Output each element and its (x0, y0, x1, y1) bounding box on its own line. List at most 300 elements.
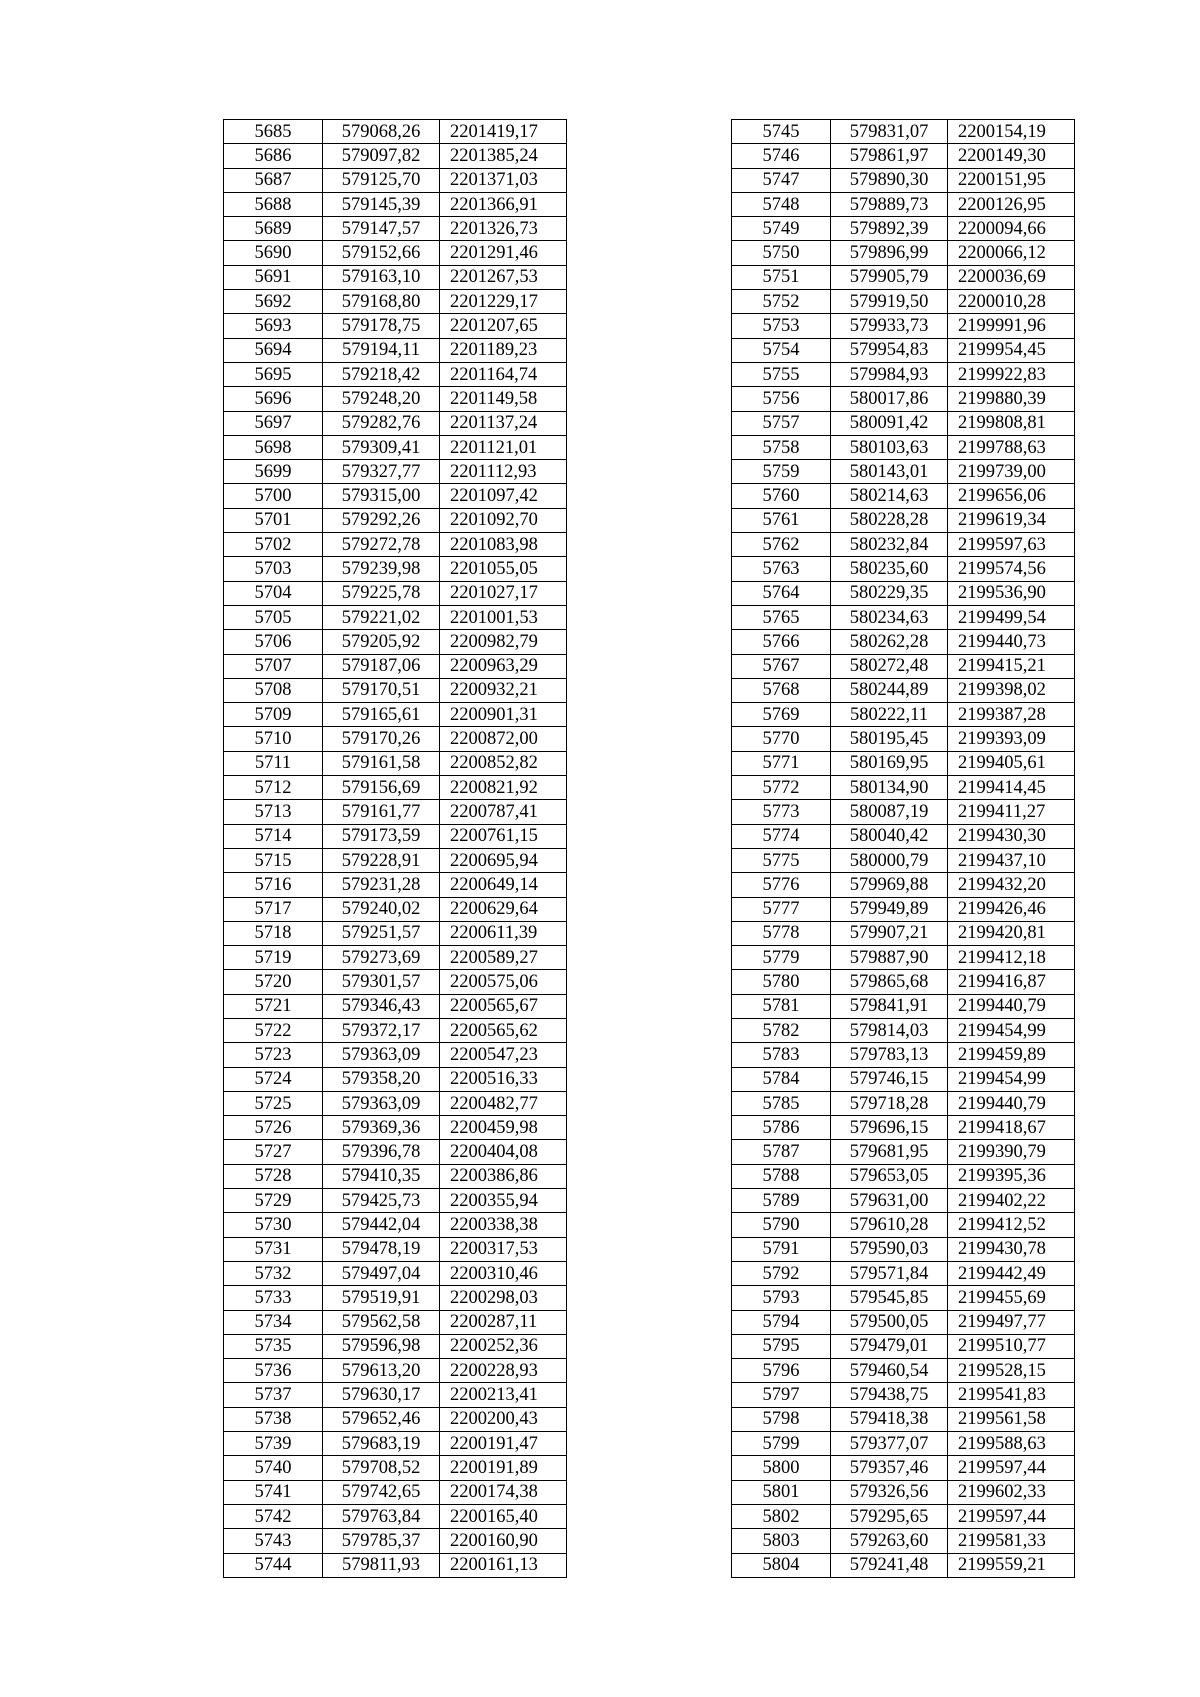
x-coordinate-cell: 579814,03 (831, 1018, 948, 1042)
point-number-cell: 5766 (732, 630, 831, 654)
x-coordinate-cell: 579785,37 (323, 1529, 440, 1553)
y-coordinate-cell: 2199412,18 (948, 946, 1075, 970)
x-coordinate-cell: 579763,84 (323, 1504, 440, 1528)
point-number-cell: 5688 (224, 192, 323, 216)
y-coordinate-cell: 2199440,73 (948, 630, 1075, 654)
y-coordinate-cell: 2200589,27 (440, 946, 567, 970)
x-coordinate-cell: 579442,04 (323, 1213, 440, 1237)
table-row (732, 946, 1075, 970)
x-coordinate-cell: 579479,01 (831, 1334, 948, 1358)
y-coordinate-cell: 2199541,83 (948, 1383, 1075, 1407)
y-coordinate-cell: 2200317,53 (440, 1237, 567, 1261)
x-coordinate-cell: 580214,63 (831, 484, 948, 508)
table-row (224, 751, 567, 775)
y-coordinate-cell: 2199559,21 (948, 1553, 1075, 1577)
y-coordinate-cell: 2200160,90 (440, 1529, 567, 1553)
table-row (732, 1456, 1075, 1480)
point-number-cell: 5716 (224, 873, 323, 897)
table-row (732, 411, 1075, 435)
table-row (732, 776, 1075, 800)
point-number-cell: 5802 (732, 1504, 831, 1528)
y-coordinate-cell: 2201207,65 (440, 314, 567, 338)
y-coordinate-cell: 2200036,69 (948, 265, 1075, 289)
point-number-cell: 5803 (732, 1529, 831, 1553)
table-row (732, 1164, 1075, 1188)
point-number-cell: 5789 (732, 1189, 831, 1213)
x-coordinate-cell: 580228,28 (831, 508, 948, 532)
x-coordinate-cell: 579145,39 (323, 192, 440, 216)
point-number-cell: 5761 (732, 508, 831, 532)
point-number-cell: 5801 (732, 1480, 831, 1504)
y-coordinate-cell: 2201326,73 (440, 217, 567, 241)
y-coordinate-cell: 2200161,13 (440, 1553, 567, 1577)
table-row (732, 1116, 1075, 1140)
x-coordinate-cell: 579718,28 (831, 1091, 948, 1115)
table-row (224, 1480, 567, 1504)
x-coordinate-cell: 579478,19 (323, 1237, 440, 1261)
table-row (732, 848, 1075, 872)
point-number-cell: 5725 (224, 1091, 323, 1115)
point-number-cell: 5722 (224, 1018, 323, 1042)
coordinates-table-body (732, 120, 1075, 1578)
point-number-cell: 5689 (224, 217, 323, 241)
point-number-cell: 5685 (224, 120, 323, 144)
table-row (224, 727, 567, 751)
point-number-cell: 5773 (732, 800, 831, 824)
x-coordinate-cell: 579327,77 (323, 460, 440, 484)
point-number-cell: 5794 (732, 1310, 831, 1334)
x-coordinate-cell: 579919,50 (831, 290, 948, 314)
point-number-cell: 5735 (224, 1334, 323, 1358)
x-coordinate-cell: 579363,09 (323, 1043, 440, 1067)
y-coordinate-cell: 2199808,81 (948, 411, 1075, 435)
point-number-cell: 5731 (224, 1237, 323, 1261)
x-coordinate-cell: 579890,30 (831, 168, 948, 192)
point-number-cell: 5697 (224, 411, 323, 435)
x-coordinate-cell: 579357,46 (831, 1456, 948, 1480)
x-coordinate-cell: 579742,65 (323, 1480, 440, 1504)
table-row (732, 1261, 1075, 1285)
table-row (224, 848, 567, 872)
y-coordinate-cell: 2200191,89 (440, 1456, 567, 1480)
point-number-cell: 5719 (224, 946, 323, 970)
x-coordinate-cell: 579907,21 (831, 921, 948, 945)
y-coordinate-cell: 2200982,79 (440, 630, 567, 654)
table-row (732, 727, 1075, 751)
table-row (224, 1383, 567, 1407)
point-number-cell: 5733 (224, 1286, 323, 1310)
y-coordinate-cell: 2200151,95 (948, 168, 1075, 192)
table-row (224, 1310, 567, 1334)
point-number-cell: 5797 (732, 1383, 831, 1407)
point-number-cell: 5784 (732, 1067, 831, 1091)
table-row (224, 192, 567, 216)
x-coordinate-cell: 579460,54 (831, 1359, 948, 1383)
table-row (224, 1553, 567, 1577)
point-number-cell: 5756 (732, 387, 831, 411)
point-number-cell: 5796 (732, 1359, 831, 1383)
y-coordinate-cell: 2201137,24 (440, 411, 567, 435)
point-number-cell: 5793 (732, 1286, 831, 1310)
point-number-cell: 5730 (224, 1213, 323, 1237)
x-coordinate-cell: 579170,51 (323, 678, 440, 702)
point-number-cell: 5706 (224, 630, 323, 654)
x-coordinate-cell: 579377,07 (831, 1432, 948, 1456)
point-number-cell: 5762 (732, 533, 831, 557)
y-coordinate-cell: 2199880,39 (948, 387, 1075, 411)
point-number-cell: 5767 (732, 654, 831, 678)
y-coordinate-cell: 2199454,99 (948, 1067, 1075, 1091)
x-coordinate-cell: 579163,10 (323, 265, 440, 289)
table-row (732, 1504, 1075, 1528)
x-coordinate-cell: 579831,07 (831, 120, 948, 144)
y-coordinate-cell: 2199922,83 (948, 362, 1075, 386)
table-row (224, 314, 567, 338)
x-coordinate-cell: 579194,11 (323, 338, 440, 362)
y-coordinate-cell: 2201092,70 (440, 508, 567, 532)
point-number-cell: 5728 (224, 1164, 323, 1188)
point-number-cell: 5740 (224, 1456, 323, 1480)
x-coordinate-cell: 579905,79 (831, 265, 948, 289)
table-row (224, 290, 567, 314)
x-coordinate-cell: 579241,48 (831, 1553, 948, 1577)
x-coordinate-cell: 579610,28 (831, 1213, 948, 1237)
x-coordinate-cell: 579418,38 (831, 1407, 948, 1431)
table-row (224, 921, 567, 945)
table-row (732, 678, 1075, 702)
y-coordinate-cell: 2199788,63 (948, 435, 1075, 459)
y-coordinate-cell: 2199588,63 (948, 1432, 1075, 1456)
table-row (732, 1432, 1075, 1456)
point-number-cell: 5738 (224, 1407, 323, 1431)
y-coordinate-cell: 2200821,92 (440, 776, 567, 800)
point-number-cell: 5717 (224, 897, 323, 921)
table-row (732, 581, 1075, 605)
table-row (732, 824, 1075, 848)
y-coordinate-cell: 2201164,74 (440, 362, 567, 386)
point-number-cell: 5787 (732, 1140, 831, 1164)
x-coordinate-cell: 579240,02 (323, 897, 440, 921)
table-row (224, 994, 567, 1018)
x-coordinate-cell: 579410,35 (323, 1164, 440, 1188)
point-number-cell: 5715 (224, 848, 323, 872)
table-row (224, 1359, 567, 1383)
y-coordinate-cell: 2199597,44 (948, 1504, 1075, 1528)
y-coordinate-cell: 2200695,94 (440, 848, 567, 872)
x-coordinate-cell: 579251,57 (323, 921, 440, 945)
point-number-cell: 5765 (732, 605, 831, 629)
x-coordinate-cell: 579811,93 (323, 1553, 440, 1577)
y-coordinate-cell: 2200565,62 (440, 1018, 567, 1042)
table-row (224, 1334, 567, 1358)
table-row (732, 1043, 1075, 1067)
x-coordinate-cell: 579231,28 (323, 873, 440, 897)
table-row (224, 824, 567, 848)
y-coordinate-cell: 2200459,98 (440, 1116, 567, 1140)
y-coordinate-cell: 2199442,49 (948, 1261, 1075, 1285)
table-row (732, 703, 1075, 727)
x-coordinate-cell: 579861,97 (831, 144, 948, 168)
y-coordinate-cell: 2199581,33 (948, 1529, 1075, 1553)
table-row (224, 703, 567, 727)
x-coordinate-cell: 579783,13 (831, 1043, 948, 1067)
table-row (732, 1091, 1075, 1115)
y-coordinate-cell: 2199437,10 (948, 848, 1075, 872)
point-number-cell: 5741 (224, 1480, 323, 1504)
x-coordinate-cell: 579346,43 (323, 994, 440, 1018)
x-coordinate-cell: 579165,61 (323, 703, 440, 727)
point-number-cell: 5760 (732, 484, 831, 508)
x-coordinate-cell: 579562,58 (323, 1310, 440, 1334)
x-coordinate-cell: 580232,84 (831, 533, 948, 557)
table-row (224, 120, 567, 144)
table-row (732, 1407, 1075, 1431)
y-coordinate-cell: 2200355,94 (440, 1189, 567, 1213)
y-coordinate-cell: 2199619,34 (948, 508, 1075, 532)
point-number-cell: 5788 (732, 1164, 831, 1188)
x-coordinate-cell: 579205,92 (323, 630, 440, 654)
point-number-cell: 5727 (224, 1140, 323, 1164)
point-number-cell: 5751 (732, 265, 831, 289)
x-coordinate-cell: 579358,20 (323, 1067, 440, 1091)
y-coordinate-cell: 2199739,00 (948, 460, 1075, 484)
x-coordinate-cell: 579097,82 (323, 144, 440, 168)
point-number-cell: 5753 (732, 314, 831, 338)
y-coordinate-cell: 2200010,28 (948, 290, 1075, 314)
table-row (732, 1189, 1075, 1213)
table-row (732, 897, 1075, 921)
table-row (224, 654, 567, 678)
table-row (224, 217, 567, 241)
y-coordinate-cell: 2199426,46 (948, 897, 1075, 921)
y-coordinate-cell: 2199440,79 (948, 1091, 1075, 1115)
point-number-cell: 5686 (224, 144, 323, 168)
x-coordinate-cell: 579068,26 (323, 120, 440, 144)
table-row (732, 192, 1075, 216)
table-row (732, 873, 1075, 897)
table-row (732, 1553, 1075, 1577)
table-row (732, 1067, 1075, 1091)
point-number-cell: 5778 (732, 921, 831, 945)
y-coordinate-cell: 2199395,36 (948, 1164, 1075, 1188)
x-coordinate-cell: 579841,91 (831, 994, 948, 1018)
table-row (732, 387, 1075, 411)
point-number-cell: 5718 (224, 921, 323, 945)
point-number-cell: 5702 (224, 533, 323, 557)
x-coordinate-cell: 579596,98 (323, 1334, 440, 1358)
x-coordinate-cell: 580244,89 (831, 678, 948, 702)
x-coordinate-cell: 579500,05 (831, 1310, 948, 1334)
y-coordinate-cell: 2199459,89 (948, 1043, 1075, 1067)
point-number-cell: 5755 (732, 362, 831, 386)
y-coordinate-cell: 2199561,58 (948, 1407, 1075, 1431)
y-coordinate-cell: 2200761,15 (440, 824, 567, 848)
table-row (732, 1383, 1075, 1407)
table-row (732, 1213, 1075, 1237)
point-number-cell: 5691 (224, 265, 323, 289)
y-coordinate-cell: 2199528,15 (948, 1359, 1075, 1383)
x-coordinate-cell: 579228,91 (323, 848, 440, 872)
x-coordinate-cell: 579396,78 (323, 1140, 440, 1164)
table-row (224, 1091, 567, 1115)
table-row (224, 605, 567, 629)
x-coordinate-cell: 579652,46 (323, 1407, 440, 1431)
point-number-cell: 5795 (732, 1334, 831, 1358)
y-coordinate-cell: 2199398,02 (948, 678, 1075, 702)
x-coordinate-cell: 579681,95 (831, 1140, 948, 1164)
table-row (224, 1067, 567, 1091)
table-row (224, 387, 567, 411)
point-number-cell: 5774 (732, 824, 831, 848)
table-row (732, 144, 1075, 168)
point-number-cell: 5742 (224, 1504, 323, 1528)
y-coordinate-cell: 2200338,38 (440, 1213, 567, 1237)
x-coordinate-cell: 579161,58 (323, 751, 440, 775)
table-row (732, 290, 1075, 314)
x-coordinate-cell: 579892,39 (831, 217, 948, 241)
table-row (224, 265, 567, 289)
table-row (224, 1237, 567, 1261)
table-row (224, 1189, 567, 1213)
y-coordinate-cell: 2199602,33 (948, 1480, 1075, 1504)
point-number-cell: 5776 (732, 873, 831, 897)
y-coordinate-cell: 2200298,03 (440, 1286, 567, 1310)
point-number-cell: 5799 (732, 1432, 831, 1456)
y-coordinate-cell: 2199454,99 (948, 1018, 1075, 1042)
table-row (732, 1529, 1075, 1553)
table-row (224, 241, 567, 265)
x-coordinate-cell: 579438,75 (831, 1383, 948, 1407)
y-coordinate-cell: 2201121,01 (440, 435, 567, 459)
table-row (224, 338, 567, 362)
table-row (732, 654, 1075, 678)
point-number-cell: 5781 (732, 994, 831, 1018)
table-row (732, 605, 1075, 629)
y-coordinate-cell: 2199536,90 (948, 581, 1075, 605)
table-row (224, 1018, 567, 1042)
point-number-cell: 5739 (224, 1432, 323, 1456)
x-coordinate-cell: 579178,75 (323, 314, 440, 338)
y-coordinate-cell: 2200649,14 (440, 873, 567, 897)
y-coordinate-cell: 2199387,28 (948, 703, 1075, 727)
table-row (224, 508, 567, 532)
table-row (732, 800, 1075, 824)
y-coordinate-cell: 2201229,17 (440, 290, 567, 314)
x-coordinate-cell: 579301,57 (323, 970, 440, 994)
x-coordinate-cell: 579545,85 (831, 1286, 948, 1310)
y-coordinate-cell: 2200386,86 (440, 1164, 567, 1188)
table-row (224, 533, 567, 557)
y-coordinate-cell: 2200165,40 (440, 1504, 567, 1528)
table-row (224, 630, 567, 654)
point-number-cell: 5693 (224, 314, 323, 338)
y-coordinate-cell: 2199416,87 (948, 970, 1075, 994)
y-coordinate-cell: 2200852,82 (440, 751, 567, 775)
y-coordinate-cell: 2200149,30 (948, 144, 1075, 168)
x-coordinate-cell: 579295,65 (831, 1504, 948, 1528)
point-number-cell: 5729 (224, 1189, 323, 1213)
y-coordinate-cell: 2200901,31 (440, 703, 567, 727)
point-number-cell: 5709 (224, 703, 323, 727)
table-row (224, 946, 567, 970)
y-coordinate-cell: 2199656,06 (948, 484, 1075, 508)
table-row (224, 970, 567, 994)
y-coordinate-cell: 2199497,77 (948, 1310, 1075, 1334)
point-number-cell: 5703 (224, 557, 323, 581)
point-number-cell: 5764 (732, 581, 831, 605)
point-number-cell: 5777 (732, 897, 831, 921)
y-coordinate-cell: 2200094,66 (948, 217, 1075, 241)
x-coordinate-cell: 579282,76 (323, 411, 440, 435)
table-row (732, 921, 1075, 945)
y-coordinate-cell: 2201385,24 (440, 144, 567, 168)
table-row (732, 435, 1075, 459)
y-coordinate-cell: 2199412,52 (948, 1213, 1075, 1237)
x-coordinate-cell: 579571,84 (831, 1261, 948, 1285)
y-coordinate-cell: 2199414,45 (948, 776, 1075, 800)
table-row (732, 1018, 1075, 1042)
point-number-cell: 5701 (224, 508, 323, 532)
x-coordinate-cell: 580169,95 (831, 751, 948, 775)
y-coordinate-cell: 2199440,79 (948, 994, 1075, 1018)
point-number-cell: 5720 (224, 970, 323, 994)
x-coordinate-cell: 580222,11 (831, 703, 948, 727)
point-number-cell: 5687 (224, 168, 323, 192)
y-coordinate-cell: 2199430,78 (948, 1237, 1075, 1261)
table-row (732, 1237, 1075, 1261)
x-coordinate-cell: 579865,68 (831, 970, 948, 994)
x-coordinate-cell: 579147,57 (323, 217, 440, 241)
x-coordinate-cell: 579273,69 (323, 946, 440, 970)
y-coordinate-cell: 2200154,19 (948, 120, 1075, 144)
point-number-cell: 5734 (224, 1310, 323, 1334)
x-coordinate-cell: 580235,60 (831, 557, 948, 581)
y-coordinate-cell: 2199991,96 (948, 314, 1075, 338)
table-row (224, 1456, 567, 1480)
y-coordinate-cell: 2200228,93 (440, 1359, 567, 1383)
y-coordinate-cell: 2199574,56 (948, 557, 1075, 581)
y-coordinate-cell: 2199420,81 (948, 921, 1075, 945)
table-row (732, 994, 1075, 1018)
x-coordinate-cell: 579889,73 (831, 192, 948, 216)
table-row (224, 678, 567, 702)
x-coordinate-cell: 579425,73 (323, 1189, 440, 1213)
table-row (224, 1529, 567, 1553)
x-coordinate-cell: 579218,42 (323, 362, 440, 386)
y-coordinate-cell: 2201371,03 (440, 168, 567, 192)
table-row (732, 120, 1075, 144)
point-number-cell: 5744 (224, 1553, 323, 1577)
y-coordinate-cell: 2201419,17 (440, 120, 567, 144)
y-coordinate-cell: 2200611,39 (440, 921, 567, 945)
x-coordinate-cell: 579949,89 (831, 897, 948, 921)
point-number-cell: 5750 (732, 241, 831, 265)
table-row (732, 970, 1075, 994)
table-row (732, 460, 1075, 484)
y-coordinate-cell: 2200963,29 (440, 654, 567, 678)
x-coordinate-cell: 579369,36 (323, 1116, 440, 1140)
point-number-cell: 5768 (732, 678, 831, 702)
table-row (732, 557, 1075, 581)
x-coordinate-cell: 579696,15 (831, 1116, 948, 1140)
y-coordinate-cell: 2201366,91 (440, 192, 567, 216)
y-coordinate-cell: 2199597,63 (948, 533, 1075, 557)
y-coordinate-cell: 2200213,41 (440, 1383, 567, 1407)
point-number-cell: 5747 (732, 168, 831, 192)
y-coordinate-cell: 2199430,30 (948, 824, 1075, 848)
table-row (224, 1286, 567, 1310)
y-coordinate-cell: 2201112,93 (440, 460, 567, 484)
